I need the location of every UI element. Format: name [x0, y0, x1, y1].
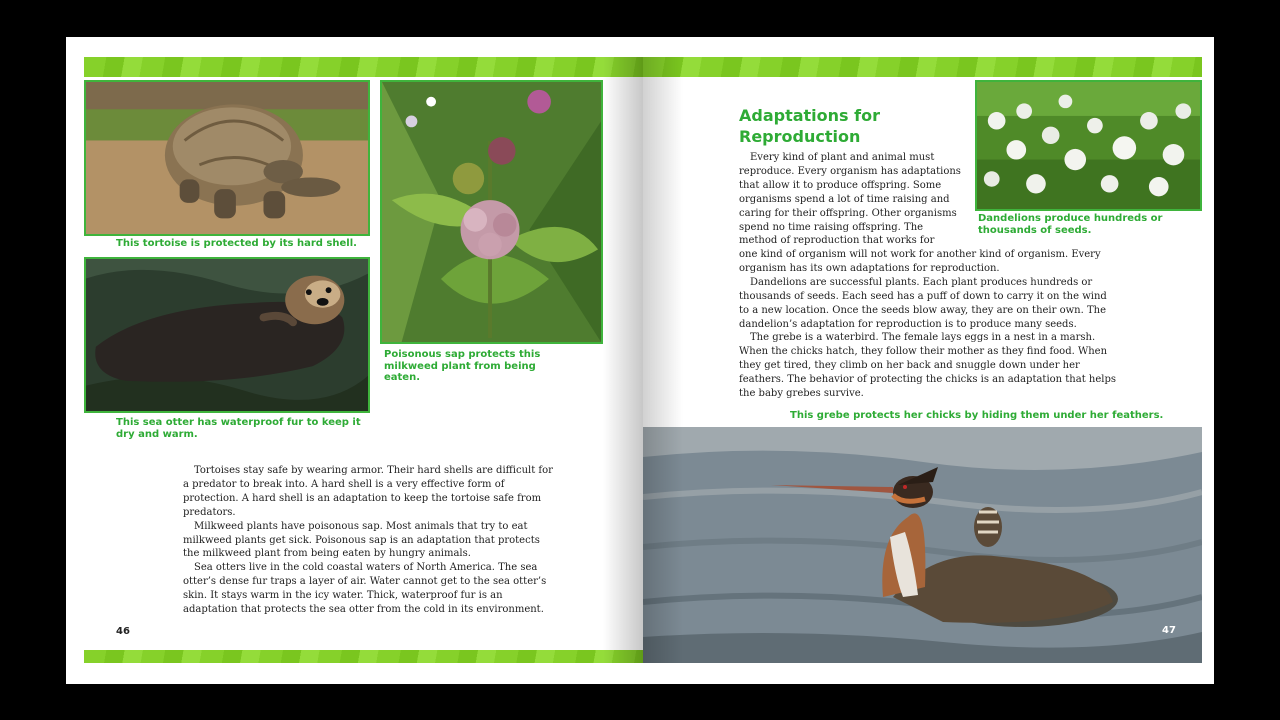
tortoise-photo	[84, 80, 370, 236]
top-green-band	[84, 57, 643, 77]
tortoise-caption: This tortoise is protected by its hard shell.	[116, 238, 357, 249]
top-green-band	[643, 57, 1202, 77]
page-number-left: 46	[116, 626, 130, 637]
gutter-shadow	[603, 57, 643, 663]
right-body-text-wide	[739, 248, 1117, 401]
right-page	[643, 57, 1202, 663]
right-body-text-narrow	[739, 151, 963, 248]
dandelion-caption: Dandelions produce hundreds or thousands of seeds.	[978, 213, 1163, 236]
sea-otter-photo	[84, 257, 370, 413]
milkweed-caption: Poisonous sap protects this milkweed plant from being eaten.	[384, 349, 541, 383]
milkweed-photo	[380, 80, 603, 344]
dandelion-photo	[975, 80, 1202, 211]
section-heading	[739, 105, 939, 147]
body-paragraph-continued: one kind of organism will not work for another kind of organism. Every organism has its own adaptations for reproduction.	[739, 249, 1101, 274]
body-paragraph-dandelions: Dandelions are successful plants. Each plant produces hundreds or thousands of seeds. Each seed has a puff of down to carry it on the wind to a new location. Once the seeds blow away, they are on their own. The dandelion’s adaptation for reproduction is to produce many seeds.	[739, 276, 1107, 330]
heading-line: Adaptations for	[739, 106, 880, 125]
body-paragraph-otter: Sea otters live in the cold coastal waters of North America. The sea otter’s dense fur traps a layer of air. Water cannot get to the sea otter’s skin. It stays warm in the icy water. Thick, waterproof fur is an adaptation that protects the sea otter from the cold in its environment.	[183, 562, 547, 616]
body-paragraph-milkweed: Milkweed plants have poisonous sap. Most animals that try to eat milkweed plants get sick. Poisonous sap is an adaptation that protects the milkweed plant from being eaten by hungry animals.	[183, 520, 540, 560]
left-body-text	[183, 464, 553, 617]
body-paragraph-intro: Every kind of plant and animal must reproduce. Every organism has adaptations that allow it to produce offspring. Some organisms spend a lot of time raising and caring for their offspring. Other organisms spend no time raising offspring. The method of reproduction that works for	[739, 152, 961, 247]
grebe-photo	[643, 427, 1202, 663]
body-paragraph-tortoise: Tortoises stay safe by wearing armor. Their hard shells are difficult for a predator to break into. A hard shell is a very effective form of protection. A hard shell is an adaptation to keep the tortoise safe from predators.	[183, 465, 553, 518]
sea-otter-caption: This sea otter has waterproof fur to keep it dry and warm.	[116, 417, 361, 440]
heading-line: Reproduction	[739, 127, 861, 146]
page-number-right: 47	[1162, 625, 1176, 636]
left-page	[84, 57, 643, 663]
body-paragraph-grebe: The grebe is a waterbird. The female lays eggs in a nest in a marsh. When the chicks hatch, they follow their mother as they find food. When they get tired, they climb on her back and snuggle down under her feathers. The behavior of protecting the chicks is an adaptation that helps the baby grebes survive.	[739, 332, 1116, 400]
bottom-green-band	[84, 650, 643, 663]
grebe-caption: This grebe protects her chicks by hiding them under her feathers.	[790, 410, 1164, 421]
